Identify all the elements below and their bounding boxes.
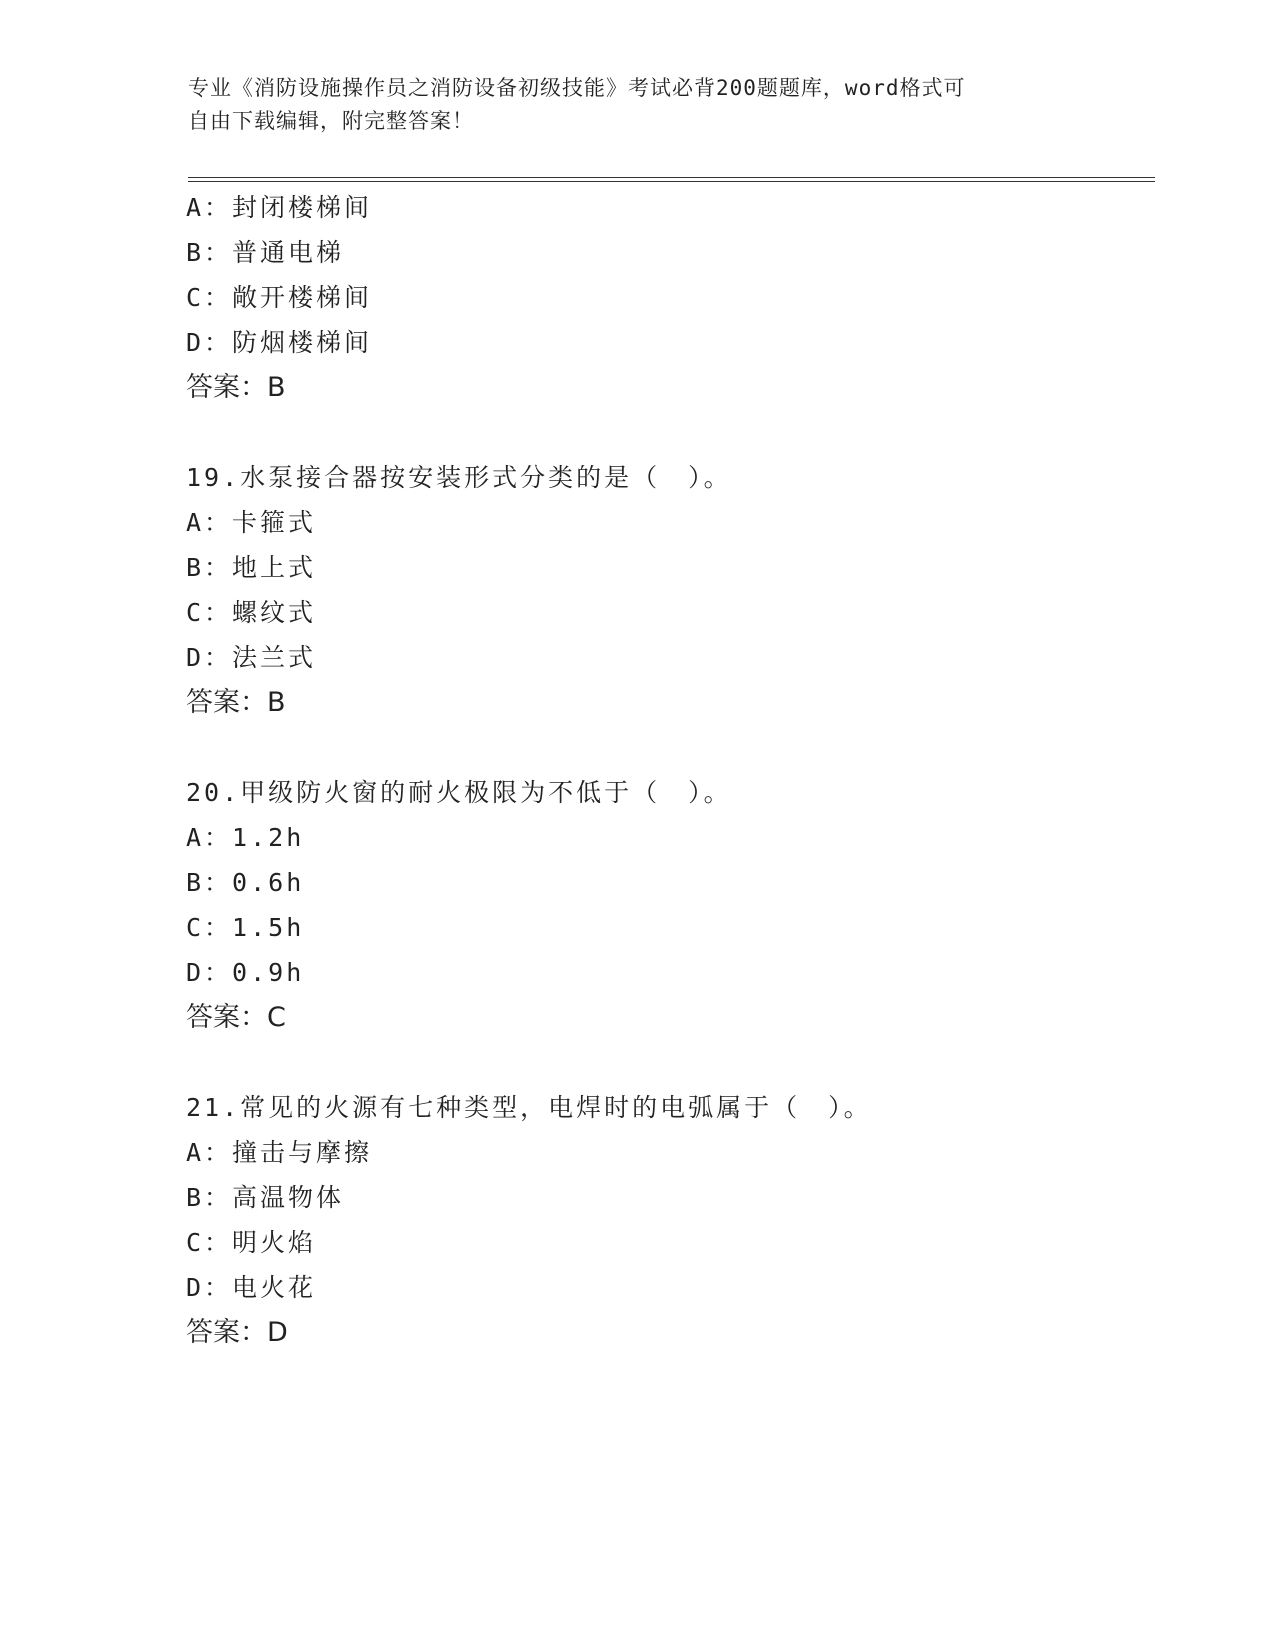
option-d: D：电火花 (186, 1273, 317, 1302)
question-text: 20.甲级防火窗的耐火极限为不低于（ ）。 (186, 778, 732, 807)
option-b: B：0.6h (186, 868, 305, 897)
document-header (188, 72, 1088, 138)
option-a: A：封闭楼梯间 (186, 193, 373, 222)
option-d: D：防烟楼梯间 (186, 328, 373, 357)
option-c: C：明火焰 (186, 1228, 317, 1257)
option-b: B：地上式 (186, 553, 317, 582)
option-d: D：法兰式 (186, 643, 317, 672)
option-b: B：高温物体 (186, 1183, 345, 1212)
option-c: C：敞开楼梯间 (186, 283, 373, 312)
option-c: C：1.5h (186, 913, 305, 942)
answer-line: 答案：D (186, 1317, 288, 1348)
header-line-1: 专业《消防设施操作员之消防设备初级技能》考试必背200题题库，word格式可 (188, 76, 966, 100)
header-divider-top (188, 177, 1155, 178)
option-c: C：螺纹式 (186, 598, 317, 627)
question-text: 19.水泵接合器按安装形式分类的是（ ）。 (186, 463, 732, 492)
option-a: A：1.2h (186, 823, 305, 852)
answer-line: 答案：B (186, 687, 286, 718)
option-b: B：普通电梯 (186, 238, 345, 267)
answer-line: 答案：C (186, 1002, 286, 1033)
header-line-2: 自由下载编辑，附完整答案！ (188, 109, 474, 133)
question-text: 21.常见的火源有七种类型，电焊时的电弧属于（ ）。 (186, 1093, 872, 1122)
option-d: D：0.9h (186, 958, 305, 987)
header-divider-bottom (188, 181, 1155, 182)
option-a: A：撞击与摩擦 (186, 1138, 373, 1167)
option-a: A：卡箍式 (186, 508, 317, 537)
answer-line: 答案：B (186, 372, 286, 403)
